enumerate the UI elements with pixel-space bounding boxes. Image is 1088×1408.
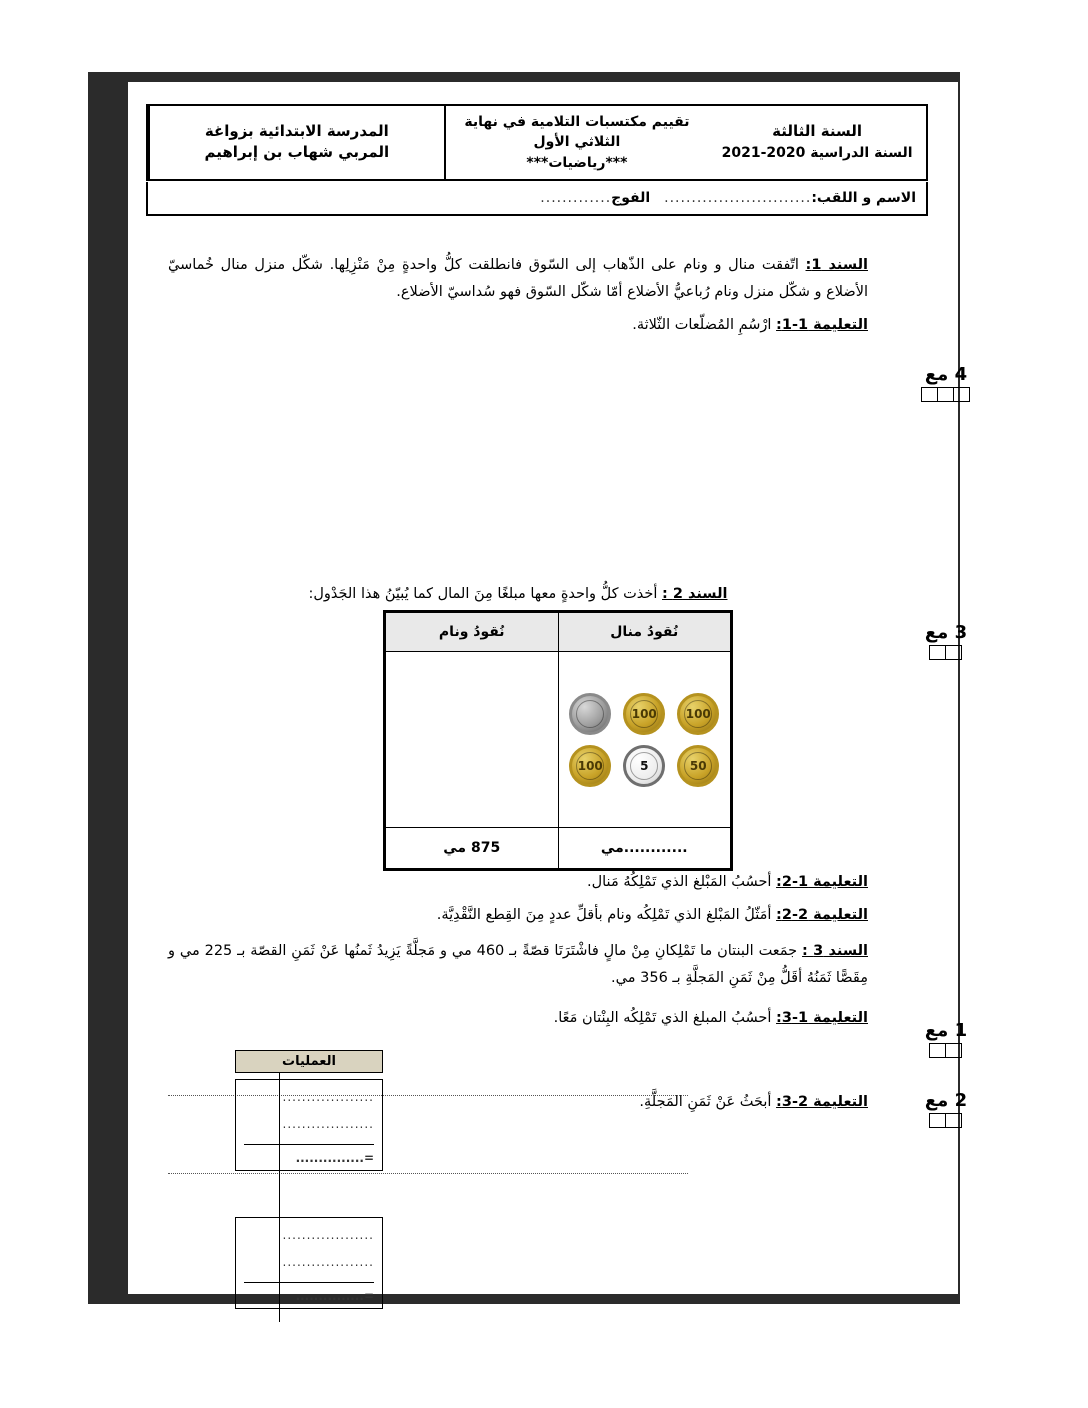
money-table — [383, 610, 733, 871]
coin-100-millimes-b — [623, 693, 665, 735]
operations-area — [223, 1050, 383, 1309]
ops2-result[interactable]: =............... — [295, 1289, 374, 1303]
header-school-line1: المدرسة الابتدائية بزواغة — [204, 121, 389, 140]
ops2-line1[interactable]: ................... — [282, 1228, 374, 1242]
support-1-text: اتّفقت منال و ونام على الذّهاب إلى السّوق فانطلقت كلُّ واحدةٍ مِنْ مَنْزِلِها. شكّل منزل منال خُماسيّ الأضلاع و شكّل منزل ونام رُباعيُّ الأضلاع أمّا شكّل السّوق فهو سُداسيّ الأضلاع. — [168, 257, 868, 300]
support-3-label: السند 3 : — [802, 942, 868, 959]
support-3 — [168, 938, 868, 992]
ops1-rule — [244, 1144, 374, 1145]
instruction-2-1 — [168, 869, 868, 897]
instruction-1-1 — [168, 312, 868, 340]
coin-value-5: 5 — [630, 752, 658, 780]
ops1-line2[interactable]: ................... — [282, 1117, 374, 1131]
coin-value-100c: 100 — [576, 752, 604, 780]
coin-row-2 — [563, 745, 727, 787]
drawing-answer-space[interactable] — [168, 345, 868, 575]
header-subject-line3: ***رياضيات*** — [526, 154, 628, 171]
coin-value-50: 50 — [684, 752, 712, 780]
support-3-text: جمَعت البنتان ما تَمْلِكانِ مِنْ مالٍ فاشْتَرَتَا قصّةً بـ 460 مي و مَجلَّةً يَزِيدُ ثَمنُها عَنْ ثَمَنِ القصّة بـ 225 مي و مِقَصًّا ثَمَنُهُ أقَلُّ مِنْ ثَمَنِ المَجلَّةِ بـ 356 مي. — [168, 942, 868, 986]
instruction-2-2 — [168, 902, 868, 930]
score-2-cells[interactable] — [918, 645, 974, 660]
coin-100-millimes-a — [677, 693, 719, 735]
student-name-row — [146, 182, 928, 216]
score-box-3 — [918, 1020, 974, 1058]
money-total-manal[interactable]: ............مي — [558, 828, 731, 869]
instruction-1-1-label: التعليمة 1-1: — [776, 316, 868, 333]
header-table — [146, 104, 928, 181]
ops2-rule — [244, 1282, 374, 1283]
money-total-wanam: 875 مي — [386, 828, 559, 869]
instruction-1-1-text: ارْسُمِ المُضلّعات الثّلاثة. — [632, 316, 772, 333]
coin-5-millimes — [623, 745, 665, 787]
header-subject-line2: الثلاثي الأول — [533, 134, 621, 151]
score-2-value: 3 مع — [924, 622, 968, 643]
operations-box-2[interactable] — [235, 1217, 383, 1309]
ops1-result[interactable]: =............... — [295, 1151, 374, 1165]
coin-silver-1-dinar — [569, 693, 611, 735]
coin-value-silver — [576, 700, 604, 728]
instruction-2-1-label: التعليمة 1-2: — [776, 873, 868, 890]
instruction-3-1 — [168, 1005, 868, 1033]
money-table-header-wanam: نُقودُ ونام — [386, 613, 559, 652]
ops2-line2[interactable]: ................... — [282, 1255, 374, 1269]
operations-box-1[interactable] — [235, 1079, 383, 1171]
score-1-value: 4 مع — [924, 364, 968, 385]
instruction-3-2-text: أبحَثُ عَنْ ثَمَنِ المَجلَّةِ. — [639, 1093, 772, 1110]
coin-100-millimes-c — [569, 745, 611, 787]
money-table-coins-cell — [558, 652, 731, 828]
instruction-3-2-label: التعليمة 2-3: — [776, 1093, 868, 1110]
group-label: الفوج — [611, 190, 651, 206]
score-4-value: 2 مع — [924, 1090, 968, 1111]
coin-value-100b: 100 — [630, 700, 658, 728]
header-school-line2: المربي شهاب بن إبراهيم — [204, 143, 390, 162]
score-4-cells[interactable] — [918, 1113, 974, 1128]
operations-title: العمليات — [235, 1050, 383, 1073]
header-school-cell — [148, 106, 444, 179]
exam-sheet — [128, 82, 968, 1303]
instruction-2-1-text: أحسُبُ المَبْلغ الذي تَمْلِكُهُ مَنال. — [587, 873, 772, 890]
instruction-3-1-text: أحسُبُ المبلغ الذي تَمْلِكُه البِنْتان مَعًا. — [553, 1010, 772, 1027]
header-subject-line1b: تقييم مكتسبات التلامية في نهاية — [464, 114, 690, 130]
money-table-wanam-cell — [386, 652, 559, 828]
support-2-text: أخذت كلُّ واحدةٍ معها مبلغًا مِنَ المال كما يُبيّنُ هذا الجَدْول: — [308, 586, 658, 603]
score-3-value: 1 مع — [924, 1020, 968, 1041]
header-year-line2: السنة الدراسية 2020-2021 — [721, 145, 913, 162]
score-3-cells[interactable] — [918, 1043, 974, 1058]
group-value[interactable]: ............. — [540, 190, 612, 206]
money-table-header-manal: نُقودُ منال — [558, 613, 731, 652]
score-box-4 — [918, 1090, 974, 1128]
name-label: الاسم و اللقب: — [811, 190, 916, 206]
coin-50-millimes — [677, 745, 719, 787]
support-2 — [168, 581, 868, 609]
ops1-line1[interactable]: ................... — [282, 1090, 374, 1104]
support-1 — [168, 252, 868, 306]
coin-row-1 — [563, 693, 727, 735]
score-1-cells[interactable] — [918, 387, 974, 402]
score-box-1 — [918, 364, 974, 402]
score-box-2 — [918, 622, 974, 660]
coin-value-100a: 100 — [684, 700, 712, 728]
instruction-3-1-label: التعليمة 1-3: — [776, 1010, 868, 1027]
instruction-2-2-label: التعليمة 2-2: — [776, 907, 868, 924]
instruction-2-2-text: أمَثّلُ المَبْلغ الذي تَمْلِكُه ونام بأقلِّ عددٍ مِنَ القِطع النَّقْدِيَّة. — [436, 907, 772, 924]
header-subject-cell — [444, 106, 709, 179]
name-value[interactable]: ........................... — [664, 190, 812, 206]
support-1-label: السند 1: — [805, 257, 868, 273]
header-year-cell — [708, 106, 926, 179]
support-2-label: السند 2 : — [662, 586, 728, 603]
header-year-line1: السنة الثالثة — [772, 122, 863, 141]
